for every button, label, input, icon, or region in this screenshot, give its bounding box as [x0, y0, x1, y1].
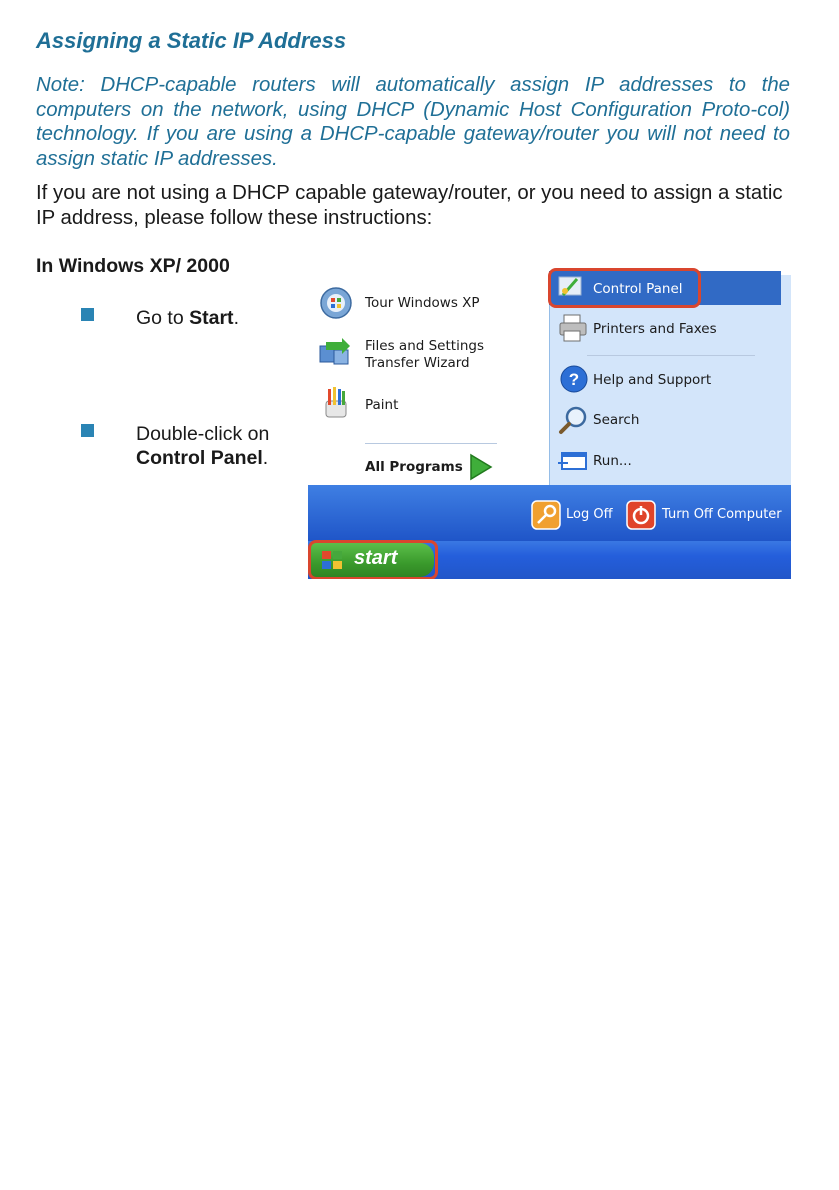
menu-item-label: Search	[593, 412, 640, 428]
start-label: start	[354, 547, 398, 569]
step-suffix: .	[262, 447, 269, 469]
step-bold: Control Panel	[136, 447, 263, 469]
step-text: Double-click on	[136, 423, 270, 445]
start-callout	[308, 540, 438, 579]
turn-off-label: Turn Off Computer	[662, 507, 782, 522]
step-2	[136, 422, 296, 470]
start-menu-screenshot	[308, 263, 791, 579]
bullet-square	[81, 308, 94, 321]
section-title: In Windows XP/ 2000	[36, 255, 230, 277]
menu-item-label: Paint	[365, 397, 399, 413]
menu-item-label: Printers and Faxes	[593, 321, 717, 337]
step-bold: Start	[189, 307, 234, 329]
bullet-square	[81, 424, 94, 437]
menu-item-label: Files and Settings Transfer Wizard	[365, 338, 484, 371]
menu-item-label: Control Panel	[593, 281, 683, 297]
control-panel-callout	[548, 268, 701, 308]
dhcp-note: Note: DHCP-capable routers will automatically assign IP addresses to the computers on the network, using DHCP (Dynamic Host Configuration Proto-col) technology. If you are using a DHCP-capable gateway/router you will not need to assign static IP addresses.	[36, 74, 790, 170]
menu-item-label: Run...	[593, 453, 632, 469]
menu-item-label: Tour Windows XP	[365, 295, 480, 311]
arrow-right-icon	[469, 453, 493, 481]
menu-separator	[587, 355, 755, 356]
step-1	[136, 306, 239, 330]
paint-icon	[320, 387, 352, 419]
step-suffix: .	[233, 307, 239, 329]
transfer-wizard-icon	[318, 338, 350, 370]
run-icon	[558, 449, 588, 473]
svg-text:?: ?	[568, 370, 580, 389]
printer-icon	[558, 313, 588, 343]
key-icon	[531, 500, 561, 530]
page-heading: Assigning a Static IP Address	[36, 28, 347, 53]
menu-item-label: Help and Support	[593, 372, 712, 388]
all-programs-label: All Programs	[365, 459, 463, 475]
help-icon	[560, 365, 588, 393]
search-icon	[558, 405, 588, 435]
step-text: Go to	[136, 307, 190, 329]
intro-paragraph: If you are not using a DHCP capable gateway/router, or you need to assign a static IP address, please follow these instructions:	[36, 182, 783, 229]
menu-top-left	[308, 263, 549, 275]
log-off-label: Log Off	[566, 507, 613, 522]
menu-separator	[365, 443, 497, 444]
power-icon	[626, 500, 656, 530]
tour-icon	[320, 287, 352, 319]
